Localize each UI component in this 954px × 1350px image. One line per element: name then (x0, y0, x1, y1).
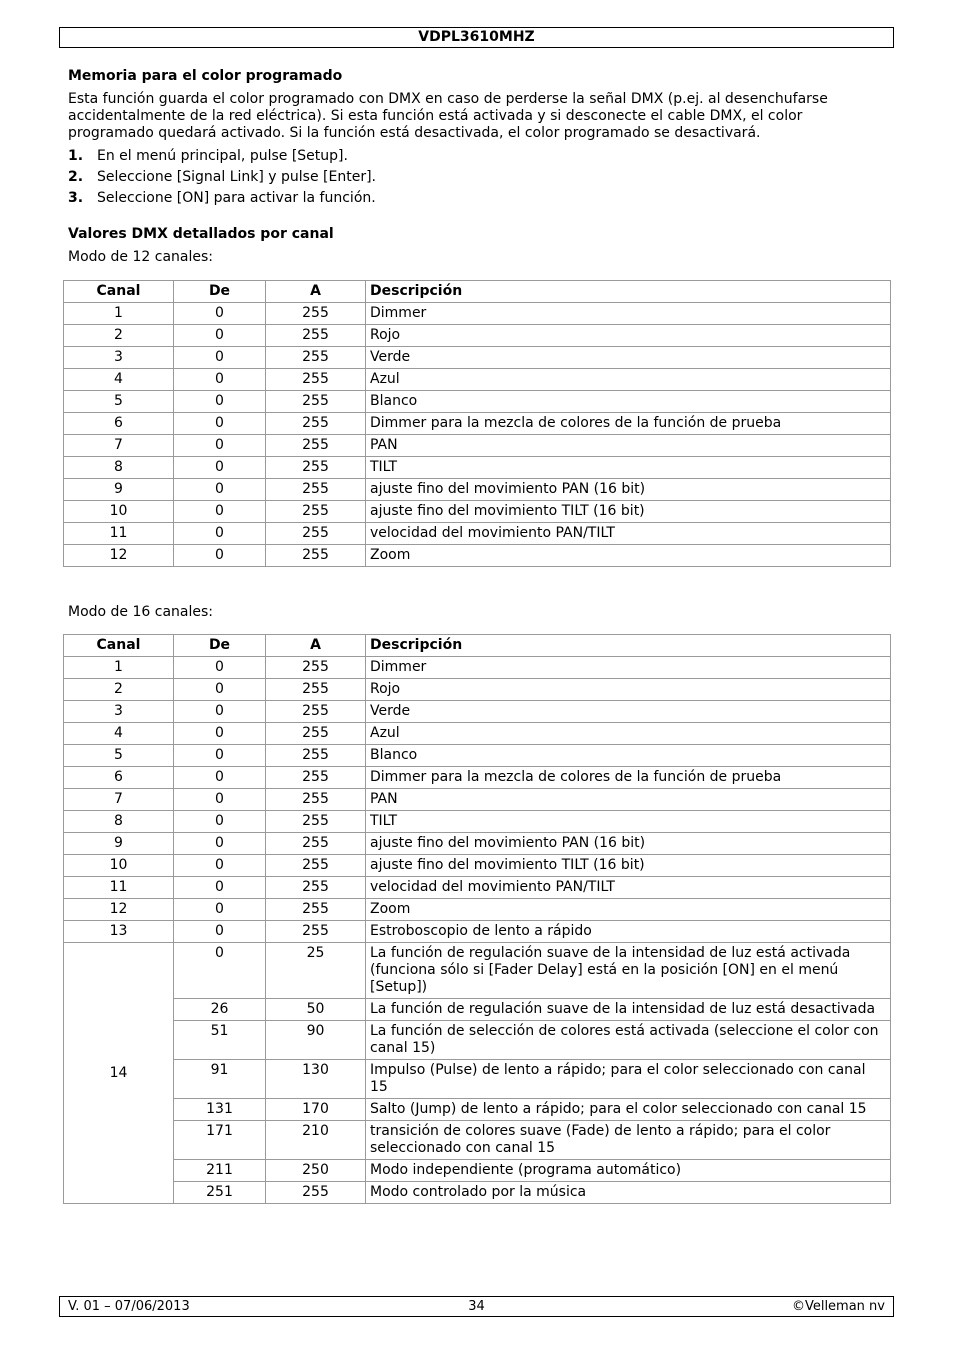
table-cell: 0 (174, 501, 266, 523)
table-cell: 0 (174, 325, 266, 347)
table-header-row (64, 635, 891, 657)
table-cell: 5 (64, 391, 174, 413)
table-row (64, 501, 891, 523)
table-cell: 51 (174, 1021, 266, 1060)
table-cell: 255 (266, 501, 366, 523)
table-cell: 10 (64, 855, 174, 877)
table-cell: 90 (266, 1021, 366, 1060)
table-cell: 0 (174, 657, 266, 679)
page-footer (59, 1296, 894, 1317)
table-row (64, 701, 891, 723)
section-title-color-memory: Memoria para el color programado (68, 68, 343, 84)
table-cell: 7 (64, 789, 174, 811)
table-cell: 255 (266, 457, 366, 479)
col-header-a: A (266, 281, 366, 303)
table-cell: 12 (64, 545, 174, 567)
table-cell: 255 (266, 679, 366, 701)
table-cell: 130 (266, 1060, 366, 1099)
table-cell: 5 (64, 745, 174, 767)
table-cell: 0 (174, 921, 266, 943)
table-cell: 255 (266, 303, 366, 325)
table-row (64, 789, 891, 811)
table-row (64, 1160, 891, 1182)
table-row (64, 657, 891, 679)
table-cell: 0 (174, 435, 266, 457)
table-cell: 13 (64, 921, 174, 943)
table-cell: 8 (64, 457, 174, 479)
mode-16-label: Modo de 16 canales: (68, 604, 214, 620)
table-row (64, 1021, 891, 1060)
table-cell: 50 (266, 999, 366, 1021)
table-cell: velocidad del movimiento PAN/TILT (366, 877, 891, 899)
table-cell: Zoom (366, 899, 891, 921)
table-cell: 255 (266, 701, 366, 723)
table-row (64, 745, 891, 767)
col-header-a: A (266, 635, 366, 657)
table-cell: 0 (174, 545, 266, 567)
table-row (64, 413, 891, 435)
table-cell: ajuste fino del movimiento TILT (16 bit) (366, 855, 891, 877)
table-cell: Verde (366, 701, 891, 723)
table-cell: 3 (64, 701, 174, 723)
table-cell: 0 (174, 723, 266, 745)
table-cell: 255 (266, 877, 366, 899)
table-cell: 251 (174, 1182, 266, 1204)
table-cell: Zoom (366, 545, 891, 567)
table-cell: 255 (266, 325, 366, 347)
table-cell: 0 (174, 523, 266, 545)
table-row (64, 391, 891, 413)
table-cell: 9 (64, 833, 174, 855)
table-cell: 0 (174, 479, 266, 501)
table-cell: Verde (366, 347, 891, 369)
table-row (64, 943, 891, 999)
table-cell: 255 (266, 1182, 366, 1204)
page-header (59, 27, 894, 48)
table-cell: 91 (174, 1060, 266, 1099)
mode-12-label: Modo de 12 canales: (68, 249, 214, 265)
table-cell: 6 (64, 413, 174, 435)
table-cell: 26 (174, 999, 266, 1021)
table-row (64, 545, 891, 567)
table-cell: 255 (266, 899, 366, 921)
table-cell: Modo independiente (programa automático) (366, 1160, 891, 1182)
table-cell: 255 (266, 833, 366, 855)
table-cell: 0 (174, 943, 266, 999)
table-cell: 0 (174, 413, 266, 435)
col-header-canal: Canal (64, 281, 174, 303)
table-cell: PAN (366, 435, 891, 457)
table-row (64, 369, 891, 391)
footer-copyright: ©Velleman nv (791, 1299, 885, 1314)
table-cell: La función de regulación suave de la intensidad de luz está activada (funciona sólo si [Fader Delay] está en la posición [ON] en el menú [Setup]) (366, 943, 891, 999)
table-cell: 7 (64, 435, 174, 457)
col-header-desc: Descripción (366, 281, 891, 303)
table-cell: Modo controlado por la música (366, 1182, 891, 1204)
table-cell: 0 (174, 767, 266, 789)
table-cell: 0 (174, 811, 266, 833)
table-cell: Azul (366, 723, 891, 745)
table-cell: 3 (64, 347, 174, 369)
table-cell: 0 (174, 369, 266, 391)
table-row (64, 899, 891, 921)
table-row (64, 833, 891, 855)
table-cell: ajuste fino del movimiento TILT (16 bit) (366, 501, 891, 523)
table-cell: TILT (366, 811, 891, 833)
table-cell: 255 (266, 479, 366, 501)
table-cell: 1 (64, 303, 174, 325)
table-row (64, 325, 891, 347)
table-cell: 255 (266, 855, 366, 877)
table-cell: transición de colores suave (Fade) de lento a rápido; para el color seleccionado con canal 15 (366, 1121, 891, 1160)
table-cell: 255 (266, 369, 366, 391)
table-header-row (64, 281, 891, 303)
table-cell: 25 (266, 943, 366, 999)
list-item: 3. Seleccione [ON] para activar la función. (68, 190, 376, 206)
table-cell: 0 (174, 391, 266, 413)
table-row (64, 1099, 891, 1121)
table-row (64, 767, 891, 789)
table-cell: La función de selección de colores está activada (seleccione el color con canal 15) (366, 1021, 891, 1060)
table-cell: 11 (64, 523, 174, 545)
table-cell: 131 (174, 1099, 266, 1121)
table-cell: 2 (64, 679, 174, 701)
table-cell: 211 (174, 1160, 266, 1182)
table-cell: PAN (366, 789, 891, 811)
list-item: 1. En el menú principal, pulse [Setup]. (68, 148, 348, 164)
table-cell: 0 (174, 789, 266, 811)
footer-page-number: 34 (468, 1299, 485, 1314)
col-header-de: De (174, 281, 266, 303)
table-cell: 255 (266, 523, 366, 545)
table-row (64, 999, 891, 1021)
table-cell: 8 (64, 811, 174, 833)
table-cell: 9 (64, 479, 174, 501)
dmx-table-16ch (63, 634, 891, 1204)
table-cell: 4 (64, 723, 174, 745)
header-title: VDPL3610MHZ (418, 29, 535, 45)
table-row (64, 811, 891, 833)
table-cell: 255 (266, 789, 366, 811)
list-item: 2. Seleccione [Signal Link] y pulse [Enter]. (68, 169, 376, 185)
table-cell: ajuste fino del movimiento PAN (16 bit) (366, 479, 891, 501)
col-header-desc: Descripción (366, 635, 891, 657)
table-cell: 0 (174, 833, 266, 855)
table-cell: 255 (266, 811, 366, 833)
table-cell: Salto (Jump) de lento a rápido; para el color seleccionado con canal 15 (366, 1099, 891, 1121)
table-cell: 6 (64, 767, 174, 789)
table-row (64, 303, 891, 325)
table-cell: 0 (174, 679, 266, 701)
table-cell: 255 (266, 413, 366, 435)
table-cell: 12 (64, 899, 174, 921)
table-cell: La función de regulación suave de la intensidad de luz está desactivada (366, 999, 891, 1021)
table-cell: Dimmer (366, 657, 891, 679)
table-cell: 0 (174, 347, 266, 369)
table-cell: 0 (174, 457, 266, 479)
col-header-de: De (174, 635, 266, 657)
table-cell: 255 (266, 435, 366, 457)
table-row (64, 1121, 891, 1160)
table-cell: 255 (266, 745, 366, 767)
table-cell: Rojo (366, 679, 891, 701)
table-cell: 255 (266, 723, 366, 745)
table-cell: Rojo (366, 325, 891, 347)
table-cell: 2 (64, 325, 174, 347)
table-row (64, 435, 891, 457)
table-cell: Azul (366, 369, 891, 391)
table-cell: TILT (366, 457, 891, 479)
table-cell: 0 (174, 745, 266, 767)
table-cell: Dimmer (366, 303, 891, 325)
table-cell: 0 (174, 303, 266, 325)
table-cell: 255 (266, 657, 366, 679)
footer-version: V. 01 – 07/06/2013 (68, 1299, 190, 1314)
table-row (64, 457, 891, 479)
table-row (64, 723, 891, 745)
table-cell: 170 (266, 1099, 366, 1121)
table-cell: ajuste fino del movimiento PAN (16 bit) (366, 833, 891, 855)
table-cell: 0 (174, 855, 266, 877)
table-cell: 0 (174, 877, 266, 899)
table-row (64, 479, 891, 501)
table-cell: velocidad del movimiento PAN/TILT (366, 523, 891, 545)
steps-list (68, 148, 376, 211)
table-cell: Blanco (366, 745, 891, 767)
section-paragraph: Esta función guarda el color programado con DMX en caso de perderse la señal DMX (p.ej. al desenchufarse accidentalmente de la red eléctrica). Si esta función está activada y si desconecte el cable DMX, el color programado quedará activado. Si la función está desactivada, el color programado se desactivará. (68, 91, 828, 141)
table-cell: Estroboscopio de lento a rápido (366, 921, 891, 943)
table-cell: Dimmer para la mezcla de colores de la función de prueba (366, 413, 891, 435)
col-header-canal: Canal (64, 635, 174, 657)
table-cell: 4 (64, 369, 174, 391)
table-cell: 1 (64, 657, 174, 679)
dmx-table-12ch (63, 280, 891, 567)
table-cell: 255 (266, 545, 366, 567)
table-cell: Blanco (366, 391, 891, 413)
table-cell: Dimmer para la mezcla de colores de la función de prueba (366, 767, 891, 789)
table-cell: 10 (64, 501, 174, 523)
table-cell: 171 (174, 1121, 266, 1160)
table-cell: 14 (64, 943, 174, 1204)
table-cell: 11 (64, 877, 174, 899)
table-row (64, 855, 891, 877)
table-cell: 255 (266, 921, 366, 943)
table-cell: Impulso (Pulse) de lento a rápido; para el color seleccionado con canal 15 (366, 1060, 891, 1099)
table-row (64, 1182, 891, 1204)
table-row (64, 347, 891, 369)
table-cell: 210 (266, 1121, 366, 1160)
table-cell: 0 (174, 899, 266, 921)
section-title-dmx-values: Valores DMX detallados por canal (68, 226, 334, 242)
table-row (64, 679, 891, 701)
table-cell: 255 (266, 347, 366, 369)
table-cell: 250 (266, 1160, 366, 1182)
table-row (64, 1060, 891, 1099)
table-row (64, 523, 891, 545)
table-row (64, 921, 891, 943)
table-row (64, 877, 891, 899)
table-cell: 255 (266, 767, 366, 789)
table-cell: 255 (266, 391, 366, 413)
table-cell: 0 (174, 701, 266, 723)
